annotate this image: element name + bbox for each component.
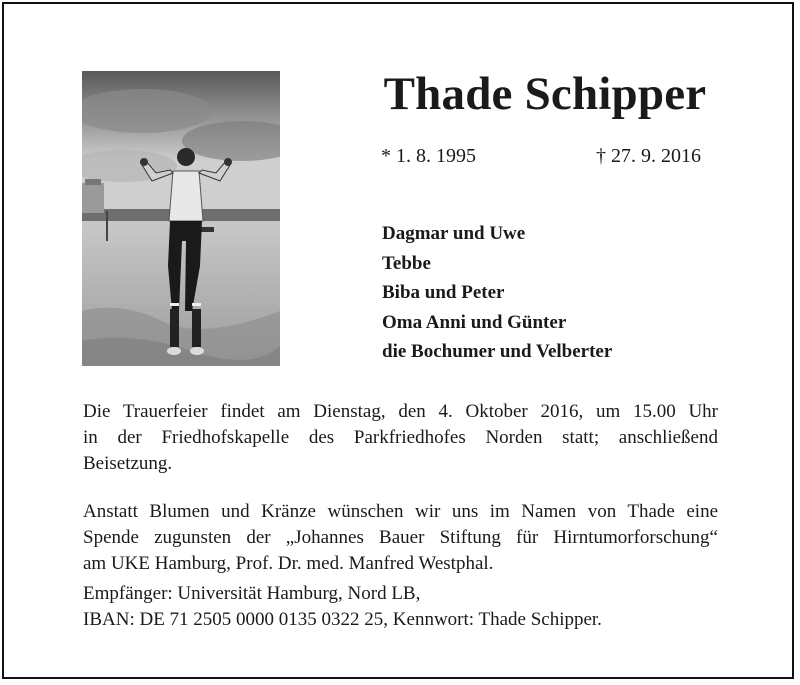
mourner: Biba und Peter: [382, 282, 505, 303]
mourner: die Bochumer und Velberter: [382, 341, 613, 362]
deceased-name: Thade Schipper: [383, 68, 707, 120]
portrait-photo: [82, 71, 280, 366]
text-line: Die Trauerfeier findet am Dienstag, den 4. Oktober 2016, um 15.00 Uhr: [83, 401, 718, 422]
text-line: IBAN: DE 71 2505 0000 0135 0322 25, Kennwort: Thade Schipper.: [83, 609, 602, 630]
donation-paragraph: [83, 499, 718, 577]
text-line: Beisetzung.: [83, 453, 173, 474]
mourner: Dagmar und Uwe: [382, 223, 526, 244]
mourners-list: [382, 219, 612, 367]
mourner: Tebbe: [382, 252, 431, 274]
text-line: Empfänger: Universität Hamburg, Nord LB,: [83, 583, 421, 604]
death-date: † 27. 9. 2016: [596, 145, 701, 167]
text-line: Spende zugunsten der „Johannes Bauer Stiftung für Hirntumorforschung“: [83, 527, 718, 548]
birth-date: * 1. 8. 1995: [381, 145, 476, 167]
mourner: Oma Anni und Günter: [382, 311, 567, 333]
bank-details: [83, 581, 718, 633]
text-line: Anstatt Blumen und Kränze wünschen wir uns im Namen von Thade eine: [83, 501, 718, 522]
text-line: am UKE Hamburg, Prof. Dr. med. Manfred Westphal.: [83, 553, 494, 574]
funeral-paragraph: [83, 399, 718, 477]
text-line: in der Friedhofskapelle des Parkfriedhofes Norden statt; anschließend: [83, 427, 718, 448]
